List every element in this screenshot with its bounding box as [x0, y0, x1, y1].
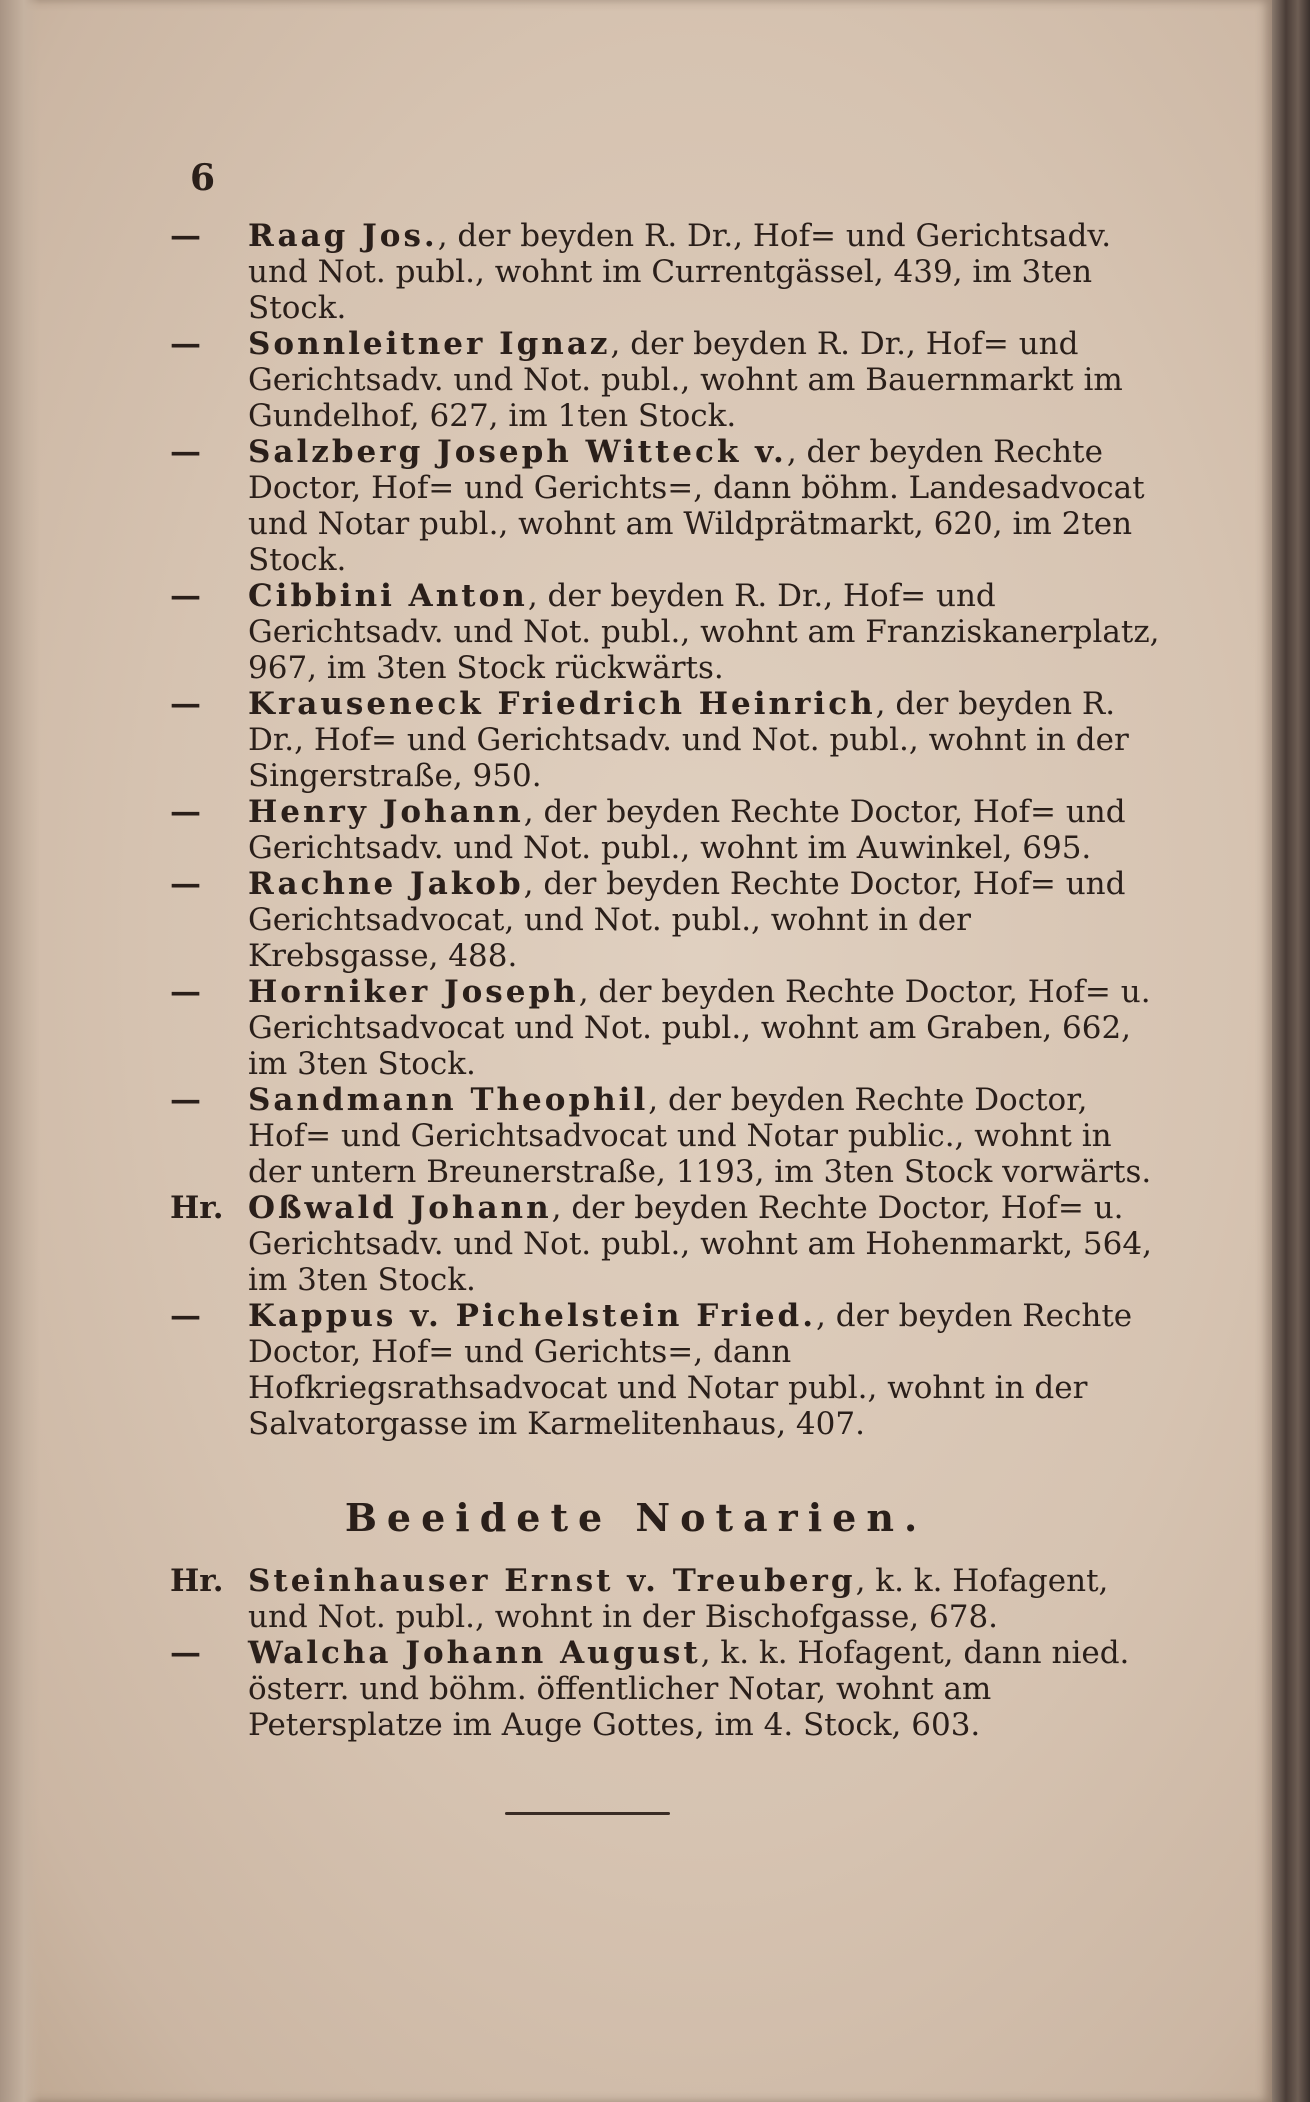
entry-lead: Hr.	[170, 1563, 224, 1599]
entry	[170, 434, 1160, 578]
entry-name: Cibbini Anton	[248, 578, 528, 614]
entry	[170, 1563, 1160, 1635]
entry-name: Rachne Jakob	[248, 866, 524, 902]
entry-text: , k. k. Hofagent, und Not. publ., wohnt in der Bischofgasse, 678.	[248, 1563, 1109, 1635]
entry-lead: Hr.	[170, 1190, 224, 1226]
entry-body	[248, 866, 1160, 974]
entry-lead: —	[170, 1082, 201, 1118]
entry-name: Walcha Johann August	[248, 1635, 701, 1671]
entry-text: , der beyden R. Dr., Hof= und Gerichtsadv. und Not. publ., wohnt am Franziskanerplatz, 967, im 3ten Stock rückwärts.	[248, 578, 1160, 686]
entry-body	[248, 794, 1160, 866]
entry-lead: —	[170, 434, 201, 470]
entry	[170, 794, 1160, 866]
entry-lead: —	[170, 686, 201, 722]
entry-name: Henry Johann	[248, 794, 524, 830]
entry-name: Raag Jos.	[248, 218, 438, 254]
entry-lead: —	[170, 1298, 201, 1334]
entry	[170, 974, 1160, 1082]
entry-text: , k. k. Hofagent, dann nied. österr. und böhm. öffentlicher Notar, wohnt am Petersplatze im Auge Gottes, im 4. Stock, 603.	[248, 1635, 1130, 1743]
entry-body	[248, 218, 1160, 326]
entry-text: , der beyden Rechte Doctor, Hof= und Gerichtsadv. und Not. publ., wohnt im Auwinkel, 695.	[248, 794, 1126, 866]
entry-text: , der beyden Rechte Doctor, Hof= und Gerichtsadvocat, und Not. publ., wohnt in der Krebsgasse, 488.	[248, 866, 1126, 974]
entry-body	[248, 326, 1160, 434]
section-heading: Beeidete Notarien.	[344, 1495, 928, 1540]
entry-text: , der beyden Rechte Doctor, Hof= u. Gerichtsadv. und Not. publ., wohnt am Hohenmarkt, 564, im 3ten Stock.	[248, 1190, 1152, 1298]
entry-lead: —	[170, 218, 201, 254]
end-rule	[505, 1812, 670, 1815]
entry	[170, 1190, 1160, 1298]
entry-lead: —	[170, 1635, 201, 1671]
entry-body	[248, 1298, 1160, 1442]
entry-text: , der beyden R. Dr., Hof= und Gerichtsadv. und Not. publ., wohnt in der Singerstraße, 950.	[248, 686, 1129, 794]
entry-body	[248, 1563, 1160, 1635]
entry-body	[248, 686, 1160, 794]
page-number: 6	[190, 157, 216, 199]
entry-name: Steinhauser Ernst v. Treuberg	[248, 1563, 856, 1599]
entry-text: , der beyden Rechte Doctor, Hof= und Gerichts=, dann Hofkriegsrathsadvocat und Notar publ., wohnt in der Salvatorgasse im Karmelitenhaus, 407.	[248, 1298, 1133, 1442]
entry-name: Sonnleitner Ignaz	[248, 326, 611, 362]
entry-name: Sandmann Theophil	[248, 1082, 649, 1118]
entry	[170, 326, 1160, 434]
entry-text: , der beyden R. Dr., Hof= und Gerichtsadv. und Not. publ., wohnt am Bauernmarkt im Gundelhof, 627, im 1ten Stock.	[248, 326, 1123, 434]
entry	[170, 218, 1160, 326]
entry	[170, 1298, 1160, 1442]
entry-lead: —	[170, 326, 201, 362]
entry	[170, 1635, 1160, 1743]
entry	[170, 1082, 1160, 1190]
entry	[170, 686, 1160, 794]
entry-body	[248, 1082, 1160, 1190]
entry-text: , der beyden Rechte Doctor, Hof= und Gerichts=, dann böhm. Landesadvocat und Notar publ., wohnt am Wildprätmarkt, 620, im 2ten Stock.	[248, 434, 1145, 578]
entry-list	[170, 218, 1160, 1442]
page-gutter	[0, 0, 40, 2102]
entry-lead: —	[170, 866, 201, 902]
notary-list	[170, 1563, 1160, 1743]
entry-text: , der beyden R. Dr., Hof= und Gerichtsadv. und Not. publ., wohnt im Currentgässel, 439, im 3ten Stock.	[248, 218, 1112, 326]
entry-lead: —	[170, 578, 201, 614]
entry-name: Krauseneck Friedrich Heinrich	[248, 686, 876, 722]
entry-body	[248, 434, 1160, 578]
entry-body	[248, 1190, 1160, 1298]
entry-body	[248, 578, 1160, 686]
entry-name: Salzberg Joseph Witteck v.	[248, 434, 787, 470]
entry-lead: —	[170, 974, 201, 1010]
entry-lead: —	[170, 794, 201, 830]
entry	[170, 578, 1160, 686]
entry-body	[248, 1635, 1160, 1743]
entry-name: Horniker Joseph	[248, 974, 579, 1010]
entry	[170, 866, 1160, 974]
entry-text: , der beyden Rechte Doctor, Hof= und Gerichtsadvocat und Notar public., wohnt in der untern Breunerstraße, 1193, im 3ten Stock vorwärts.	[248, 1082, 1152, 1190]
entry-body	[248, 974, 1160, 1082]
entry-name: Oßwald Johann	[248, 1190, 552, 1226]
entry-name: Kappus v. Pichelstein Fried.	[248, 1298, 817, 1334]
entry-text: , der beyden Rechte Doctor, Hof= u. Gerichtsadvocat und Not. publ., wohnt am Graben, 662, im 3ten Stock.	[248, 974, 1151, 1082]
